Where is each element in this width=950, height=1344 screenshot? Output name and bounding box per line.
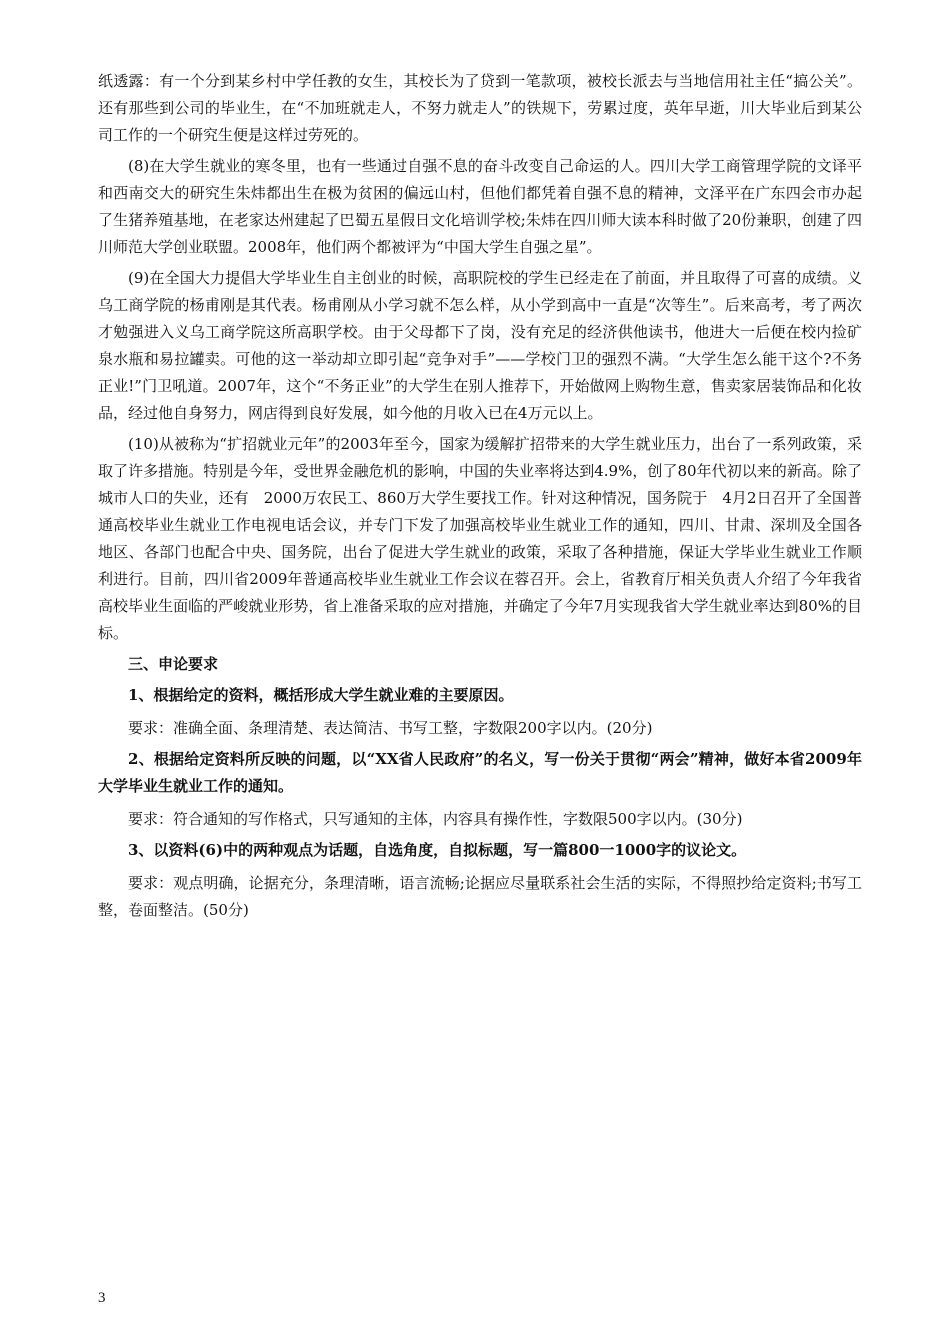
question-3-title: 3、以资料(6)中的两种观点为话题，自选角度，自拟标题，写一篇800一1000字的议论文。: [128, 841, 747, 859]
question-3-requirement: 要求：观点明确，论据充分，条理清晰，语言流畅;论据应尽量联系社会生活的实际，不得照抄给定资料;书写工整，卷面整洁。(50分): [98, 874, 862, 919]
paragraph-9: (9)在全国大力提倡大学毕业生自主创业的时候，高职院校的学生已经走在了前面，并且取得了可喜的成绩。义乌工商学院的杨甫刚是其代表。杨甫刚从小学习就不怎么样，从小学到高中一直是“次等生”。后来高考，考了两次才勉强进入义乌工商学院这所高职学校。由于父母都下了岗，没有充足的经济供他读书，他进大一后便在校内捡矿泉水瓶和易拉罐卖。可他的这一举动却立即引起“竞争对手”——学校门卫的强烈不满。“大学生怎么能干这个?不务正业!”门卫吼道。2007年，这个“不务正业”的大学生在别人推荐下，开始做网上购物生意，售卖家居装饰品和化妆品，经过他自身努力，网店得到良好发展，如今他的月收入已在4万元以上。: [98, 269, 862, 422]
paragraph-continuation: 纸透露：有一个分到某乡村中学任教的女生，其校长为了贷到一笔款项，被校长派去与当地信用社主任“搞公关”。还有那些到公司的毕业生，在“不加班就走人，不努力就走人”的铁规下，劳累过度，英年早逝，川大毕业后到某公司工作的一个研究生便是这样过劳死的。: [98, 72, 862, 144]
document-body: [98, 68, 862, 928]
paragraph-8: (8)在大学生就业的寒冬里，也有一些通过自强不息的奋斗改变自己命运的人。四川大学工商管理学院的文译平和西南交大的研究生朱炜都出生在极为贫困的偏远山村，但他们都凭着自强不息的精神，文泽平在广东四会市办起了生猪养殖基地，在老家达州建起了巴蜀五星假日文化培训学校;朱炜在四川师大读本科时做了20份兼职，创建了四川师范大学创业联盟。2008年，他们两个都被评为“中国大学生自强之星”。: [98, 157, 862, 256]
page-number: 3: [98, 1290, 106, 1306]
question-1-requirement: 要求：准确全面、条理清楚、表达简洁、书写工整，字数限200字以内。(20分): [128, 719, 653, 737]
section-title: 三、申论要求: [128, 655, 219, 673]
paragraph-10: (10)从被称为“扩招就业元年”的2003年至今，国家为缓解扩招带来的大学生就业压力，出台了一系列政策，采取了许多措施。特别是今年，受世界金融危机的影响，中国的失业率将达到4.9%，创了80年代初以来的新高。除了城市人口的失业，还有 2000万农民工、860万大学生要找工作。针对这种情况，国务院于 4月2日召开了全国普通高校毕业生就业工作电视电话会议，并专门下发了加强高校毕业生就业工作的通知，四川、甘肃、深圳及全国各地区、各部门也配合中央、国务院，出台了促进大学生就业的政策，采取了各种措施，保证大学毕业生就业工作顺利进行。目前，四川省2009年普通高校毕业生就业工作会议在蓉召开。会上，省教育厅相关负责人介绍了今年我省高校毕业生面临的严峻就业形势，省上准备采取的应对措施，并确定了今年7月实现我省大学生就业率达到80%的目标。: [98, 435, 862, 642]
question-2-requirement: 要求：符合通知的写作格式，只写通知的主体，内容具有操作性，字数限500字以内。(30分): [128, 810, 743, 828]
question-2-title: 2、根据给定资料所反映的问题，以“XX省人民政府”的名义，写一份关于贯彻“两会”精神，做好本省2009年大学毕业生就业工作的通知。: [98, 750, 862, 795]
question-1-title: 1、根据给定的资料，概括形成大学生就业难的主要原因。: [128, 686, 514, 704]
